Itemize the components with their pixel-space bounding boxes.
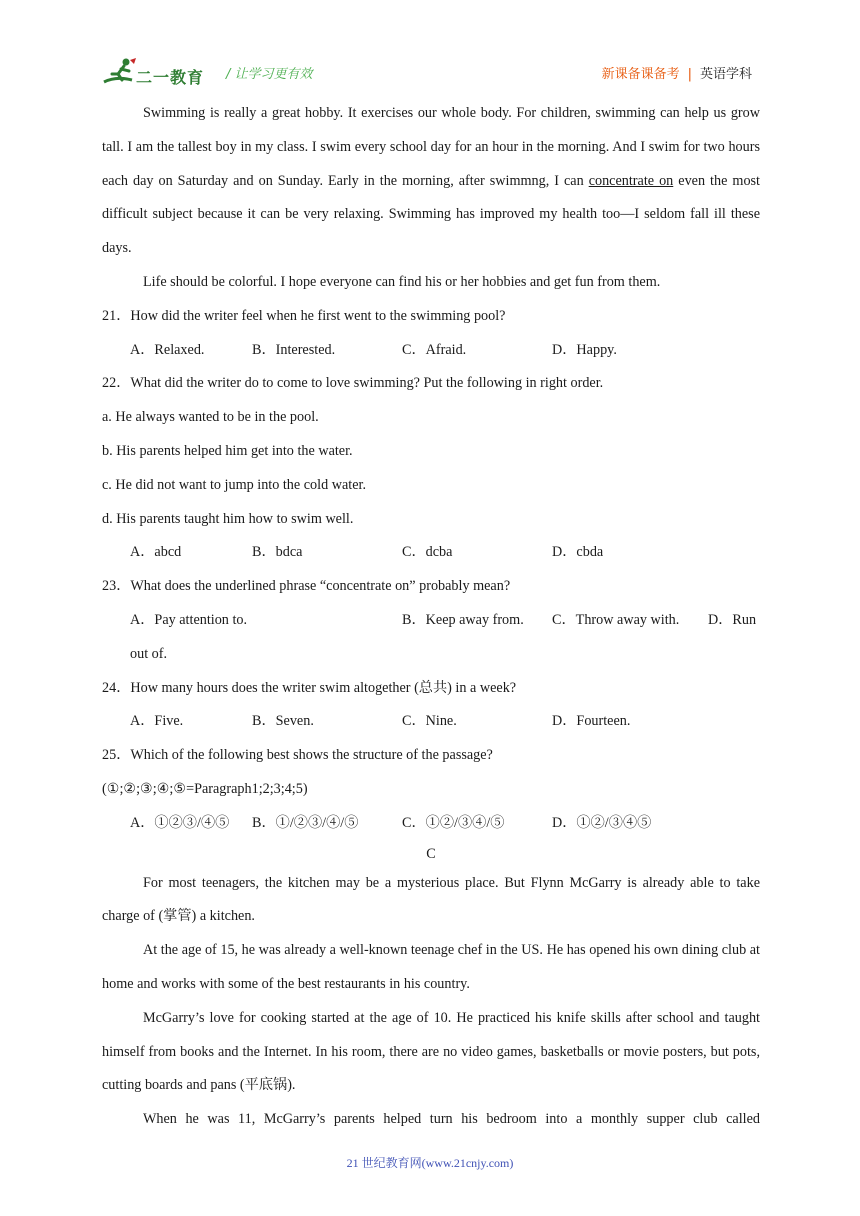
- order-item: a. He always wanted to be in the pool.: [102, 409, 319, 426]
- header-separator: |: [687, 67, 692, 82]
- option-d: D．Run: [708, 611, 757, 628]
- option-d: D．cbda: [552, 544, 604, 561]
- option-c: C．①②/③④/⑤: [402, 814, 505, 831]
- option-b: B．Seven.: [252, 713, 314, 730]
- passage-paragraph: Life should be colorful. I hope everyone can find his or her hobbies and get fun from them.: [143, 273, 661, 290]
- option-d: D．Fourteen.: [552, 713, 631, 730]
- question-24: 24．How many hours does the writer swim altogether (总共) in a week?: [102, 679, 517, 696]
- question-23: 23．What does the underlined phrase “concentrate on” probably mean?: [102, 578, 511, 595]
- document-body: [102, 97, 760, 1137]
- option-d: D．Happy.: [552, 341, 617, 358]
- paragraph-text: even the most difficult subject because it can be very relaxing. Swimming has improved my health too—I seldom fall ill these days.: [102, 172, 760, 257]
- option-c: C．Afraid.: [402, 341, 467, 358]
- underlined-phrase: concentrate on: [588, 172, 674, 189]
- passage-paragraph: McGarry’s love for cooking started at the age of 10. He practiced his knife skills after school and taught himself from books and the Internet. In his room, there are no video games, basketballs or movie posters, but pots, cutting boards and pans (平底锅).: [102, 1009, 760, 1094]
- subject-label: 英语学科: [699, 67, 752, 82]
- option-a: A．Relaxed.: [130, 341, 205, 358]
- question-23-options: [102, 604, 760, 638]
- question-25-note: (①;②;③;④;⑤=Paragraph1;2;3;4;5): [102, 780, 308, 797]
- order-item: d. His parents taught him how to swim well.: [102, 510, 354, 527]
- site-logo: [102, 56, 214, 88]
- option-d: D．①②/③④⑤: [552, 814, 652, 831]
- question-22: 22．What did the writer do to come to love swimming? Put the following in right order.: [102, 375, 604, 392]
- question-21: 21．How did the writer feel when he first went to the swimming pool?: [102, 307, 506, 324]
- passage-paragraph: For most teenagers, the kitchen may be a mysterious place. But Flynn McGarry is already able to take charge of (掌管) a kitchen.: [102, 874, 760, 925]
- question-24-options: [102, 705, 760, 739]
- option-d-continued: out of.: [130, 645, 168, 662]
- slogan: / 让学习更有效: [226, 67, 313, 82]
- option-b: B．Interested.: [252, 341, 336, 358]
- section-label: C: [426, 845, 436, 862]
- question-25-options: [102, 807, 760, 841]
- question-25: 25．Which of the following best shows the structure of the passage?: [102, 747, 493, 764]
- page-header: [102, 56, 760, 92]
- question-22-options: [102, 536, 760, 570]
- option-a: A．Five.: [130, 713, 184, 730]
- option-a: A．abcd: [130, 544, 182, 561]
- course-label: 新课备课备考: [601, 67, 680, 82]
- page-footer: 21 世纪教育网(www.21cnjy.com): [346, 1156, 514, 1170]
- logo-text: 二一教育: [136, 68, 205, 87]
- option-b: B．①/②③/④/⑤: [252, 814, 359, 831]
- passage-paragraph: [102, 97, 760, 266]
- option-a: A．①②③/④⑤: [130, 814, 230, 831]
- passage-paragraph: When he was 11, McGarry’s parents helped turn his bedroom into a monthly supper club called: [143, 1111, 760, 1128]
- question-21-options: [102, 334, 760, 368]
- order-item: b. His parents helped him get into the water.: [102, 442, 353, 459]
- option-a: A．Pay attention to.: [130, 611, 248, 628]
- option-b: B．Keep away from.: [402, 611, 524, 628]
- order-item: c. He did not want to jump into the cold water.: [102, 476, 366, 493]
- option-b: B．bdca: [252, 544, 303, 561]
- paragraph-text: Swimming is really a great hobby. It exercises our whole body. For children, swimming can help us grow tall. I am the tallest boy in my class. I swim every school day for an hour in the morning. And I swim for two hours each day on Saturday and on Sunday. Early in the morning, after swimmng, I can: [102, 105, 760, 189]
- option-c: C．dcba: [402, 544, 453, 561]
- passage-paragraph: At the age of 15, he was already a well-known teenage chef in the US. He has opened his own dining club at home and works with some of the best restaurants in his country.: [102, 942, 760, 992]
- option-c: C．Throw away with.: [552, 611, 680, 628]
- header-course-info: [602, 63, 752, 82]
- option-c: C．Nine.: [402, 713, 457, 730]
